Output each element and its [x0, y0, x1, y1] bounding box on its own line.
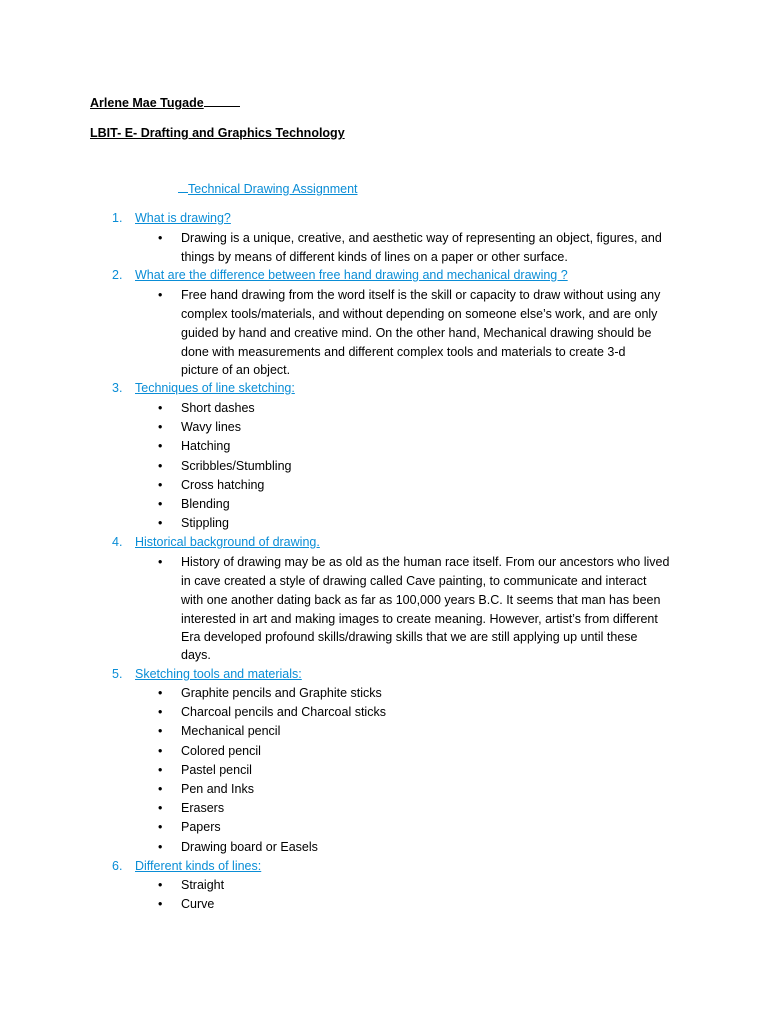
answer-line: in cave created a style of drawing called Cave painting, to communicate and interact	[181, 574, 647, 588]
list-item: Wavy lines	[181, 420, 241, 434]
list-item: Pastel pencil	[181, 763, 252, 777]
list-item: Blending	[181, 497, 230, 511]
answer-line: done with measurements and different complex tools and materials to create 3-d	[181, 345, 626, 359]
bullet-icon: •	[158, 744, 163, 758]
answer-line: Free hand drawing from the word itself is the skill or capacity to draw without using any	[181, 288, 661, 302]
list-item: Graphite pencils and Graphite sticks	[181, 686, 382, 700]
question-heading: Sketching tools and materials:	[135, 667, 302, 681]
course-name: LBIT- E- Drafting and Graphics Technology	[90, 126, 345, 140]
author-text: Arlene Mae Tugade	[90, 96, 204, 110]
question-number: 3.	[112, 381, 123, 395]
bullet-icon: •	[158, 840, 163, 854]
list-item: Drawing board or Easels	[181, 840, 318, 854]
question-heading: Techniques of line sketching:	[135, 381, 295, 395]
title-underline-gap	[178, 180, 188, 193]
list-item: Stippling	[181, 516, 229, 530]
question-heading: Different kinds of lines:	[135, 859, 262, 873]
bullet-icon: •	[158, 801, 163, 815]
list-item: Erasers	[181, 801, 225, 815]
bullet-icon: •	[158, 686, 163, 700]
bullet-icon: •	[158, 401, 163, 415]
author-underline-gap	[204, 94, 240, 107]
bullet-icon: •	[158, 420, 163, 434]
bullet-icon: •	[158, 820, 163, 834]
list-item: Short dashes	[181, 401, 255, 415]
bullet-icon: •	[158, 497, 163, 511]
bullet-icon: •	[158, 763, 163, 777]
list-item: Mechanical pencil	[181, 724, 281, 738]
bullet-icon: •	[158, 724, 163, 738]
list-item: Charcoal pencils and Charcoal sticks	[181, 705, 386, 719]
bullet-icon: •	[158, 439, 163, 453]
answer-line: days.	[181, 648, 211, 662]
bullet-icon: •	[158, 288, 163, 302]
answer-line: picture of an object.	[181, 363, 291, 377]
bullet-icon: •	[158, 555, 163, 569]
list-item: Colored pencil	[181, 744, 261, 758]
answer-line: History of drawing may be as old as the human race itself. From our ancestors who lived	[181, 555, 670, 569]
answer-line: complex tools/materials, and without depending on someone else’s work, and are only	[181, 307, 658, 321]
bullet-icon: •	[158, 231, 163, 245]
answer-line: guided by hand and creative mind. On the other hand, Mechanical drawing should be	[181, 326, 652, 340]
list-item: Scribbles/Stumbling	[181, 459, 292, 473]
bullet-icon: •	[158, 516, 163, 530]
bullet-icon: •	[158, 897, 163, 911]
bullet-icon: •	[158, 705, 163, 719]
question-number: 6.	[112, 859, 123, 873]
list-item: Pen and Inks	[181, 782, 254, 796]
bullet-icon: •	[158, 478, 163, 492]
bullet-icon: •	[158, 459, 163, 473]
list-item: Curve	[181, 897, 215, 911]
bullet-icon: •	[158, 878, 163, 892]
list-item: Straight	[181, 878, 225, 892]
bullet-icon: •	[158, 782, 163, 796]
answer-line: interested in art and making images to create meaning. However, artist’s from different	[181, 612, 658, 626]
question-heading: What is drawing?	[135, 211, 231, 225]
answer-line: Drawing is a unique, creative, and aesthetic way of representing an object, figures, and	[181, 231, 662, 245]
list-item: Hatching	[181, 439, 231, 453]
list-item: Papers	[181, 820, 221, 834]
question-heading: Historical background of drawing.	[135, 535, 320, 549]
question-number: 1.	[112, 211, 123, 225]
answer-line: things by means of different kinds of lines on a paper or other surface.	[181, 250, 568, 264]
title-text: Technical Drawing Assignment	[188, 182, 358, 196]
question-heading: What are the difference between free hand drawing and mechanical drawing ?	[135, 268, 568, 282]
list-item: Cross hatching	[181, 478, 265, 492]
author-name	[90, 94, 240, 113]
answer-line: with one another dating back as far as 100,000 years B.C. It seems that man has been	[181, 593, 661, 607]
question-number: 2.	[112, 268, 123, 282]
answer-line: Era developed profound skills/drawing skills that we are still applying up until these	[181, 630, 638, 644]
assignment-title	[178, 180, 358, 199]
question-number: 4.	[112, 535, 123, 549]
question-number: 5.	[112, 667, 123, 681]
